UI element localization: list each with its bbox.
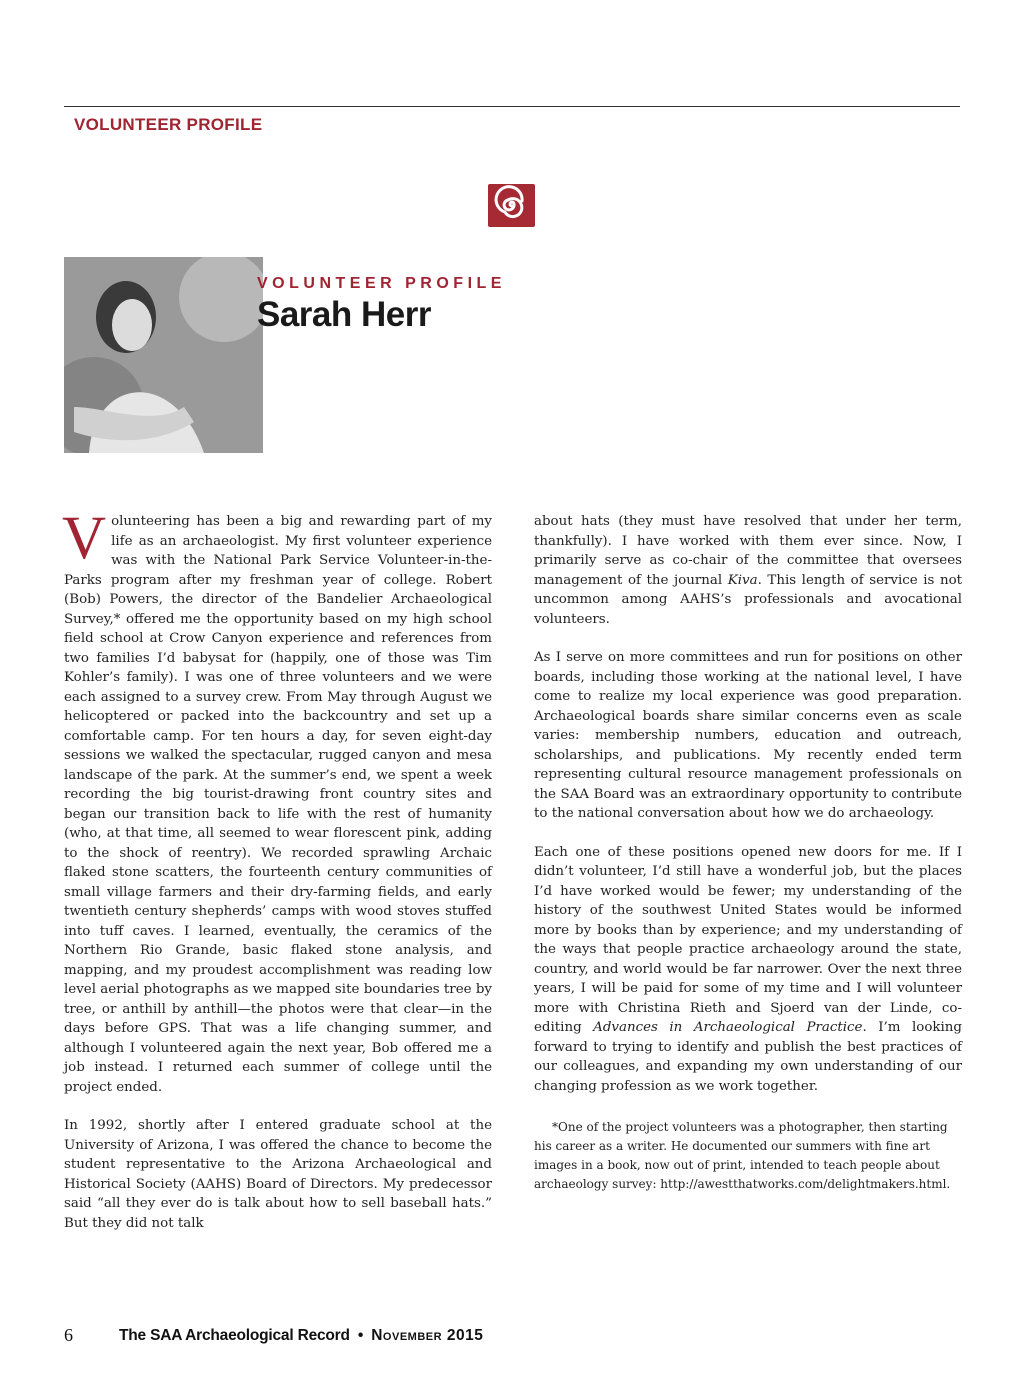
paragraph-4: As I serve on more committees and run for positions on other boards, including those working at the national level, I have come to realize my local experience was good preparation. Archaeological boards share similar concerns even as scale varies: membership numbers, education and outreach, scholarships, and publications. My recently ended term representing cultural resource management professionals on the SAA Board was an extraordinary opportunity to contribute to the national conversation about how we do archaeology.	[534, 650, 962, 821]
header-rule	[64, 106, 960, 107]
paragraph-1-text: olunteering has been a big and rewarding part of my life as an archaeologist. My first volunteer experience was with the National Park Service Volunteer-in-the-Parks program after my freshman year of college. Robert (Bob) Powers, the director of the Bandelier Archaeological Survey,* offered me the opportunity based on my high school field school at Crow Canyon experience and references from two families I’d babysat for (happily, one of those was Tim Kohler’s family). I was one of three volunteers and we were each assigned to a survey crew. From May through August we helicoptered or packed into the backcountry and set up a comfortable camp. For ten hours a day, for seven eight-day sessions we walked the spectacular, rugged canyon and mesa landscape of the park. At the summer’s end, we spent a week recording the big tourist-drawing front country sites and began our transition back to life with the rest of humanity (who, at that time, all seemed to wear florescent pink, adding to the shock of reentry). We recorded sprawling Archaic flaked stone scatters, the fourteenth century communities of small village farmers and their dry-farming fields, and early twentieth century shepherds’ camps with wood stoves stuffed into tuff caves. I learned, eventually, the ceramics of the Northern Rio Grande, basic flaked stone analysis, and mapping, and my proudest accomplishment was reading low level aerial photographs as we mapped site boundaries tree by tree, or anthill by anthill—the photos were that clear—in the days before GPS. That was a life changing summer, and although I volunteered again the next year, Bob offered me a job instead. I returned each summer of college until the project ended.	[64, 514, 492, 1095]
article-title: Sarah Herr	[257, 295, 431, 334]
footnote-line: archaeology survey: http://awestthatworks.com/delightmakers.html.	[534, 1177, 951, 1191]
footnote-line: images in a book, now out of print, intended to teach people about	[534, 1158, 940, 1172]
footnote-line: his career as a writer. He documented our summers with fine art	[534, 1139, 930, 1153]
paragraph-5-text-b: . I’m looking forward to trying to identify and publish the best practices of our colleagues, and expanding my own understanding of our changing profession as we work together.	[534, 1020, 963, 1094]
section-header: VOLUNTEER PROFILE	[74, 115, 263, 134]
bullet-separator: •	[357, 1327, 364, 1344]
running-footer	[119, 1327, 483, 1345]
journal-title: Kiva	[727, 572, 758, 588]
issue-date: November 2015	[371, 1327, 484, 1344]
paragraph-3-text-b: . This length of service is not uncommon among AAHS’s professionals and avocational volunteers.	[534, 572, 963, 627]
portrait-photo	[64, 257, 263, 453]
page-number: 6	[64, 1325, 73, 1345]
footnote	[534, 1118, 962, 1194]
title-kicker: VOLUNTEER PROFILE	[257, 275, 506, 292]
journal-title: Advances in Archaeological Practice	[593, 1020, 863, 1035]
paragraph-5-text-a: Each one of these positions opened new doors for me. If I didn’t volunteer, I’d still have a wonderful job, but the places I’d have worked would be fewer; my understanding of the history of the southwest United States would be informed more by books than by experience; and my understanding of the ways that people practice archaeology around the state, country, and world would be far narrower. Over the next three years, I will be paid for some of my time and I will volunteer more with Christina Rieth and Sjoerd van der Linde, co-editing	[534, 844, 962, 1035]
footnote-line: *One of the project volunteers was a photographer, then starting	[552, 1120, 948, 1134]
paragraph-2: In 1992, shortly after I entered graduate school at the University of Arizona, I was offered the chance to become the student representative to the Arizona Archaeological and Historical Society (AAHS) Board of Directors. My predecessor said “all they ever do is talk about how to sell baseball hats.” But they did not talk	[64, 1118, 492, 1231]
drop-cap: V	[62, 505, 107, 572]
title-block	[257, 275, 506, 335]
spiral-logo	[488, 184, 535, 227]
left-column	[62, 505, 492, 1252]
paragraph-3-text-a: about hats (they must have resolved that under her term, thankfully). I have worked with them ever since. Now, I primarily serve as co-chair of the committee that oversees management of the journal	[534, 514, 962, 588]
paragraph-1	[62, 505, 492, 1097]
spiral-icon	[488, 184, 535, 227]
paragraph-5	[534, 843, 962, 1097]
right-column	[534, 512, 962, 1194]
paragraph-3	[534, 512, 962, 629]
publication-name: The SAA Archaeological Record	[119, 1327, 350, 1344]
